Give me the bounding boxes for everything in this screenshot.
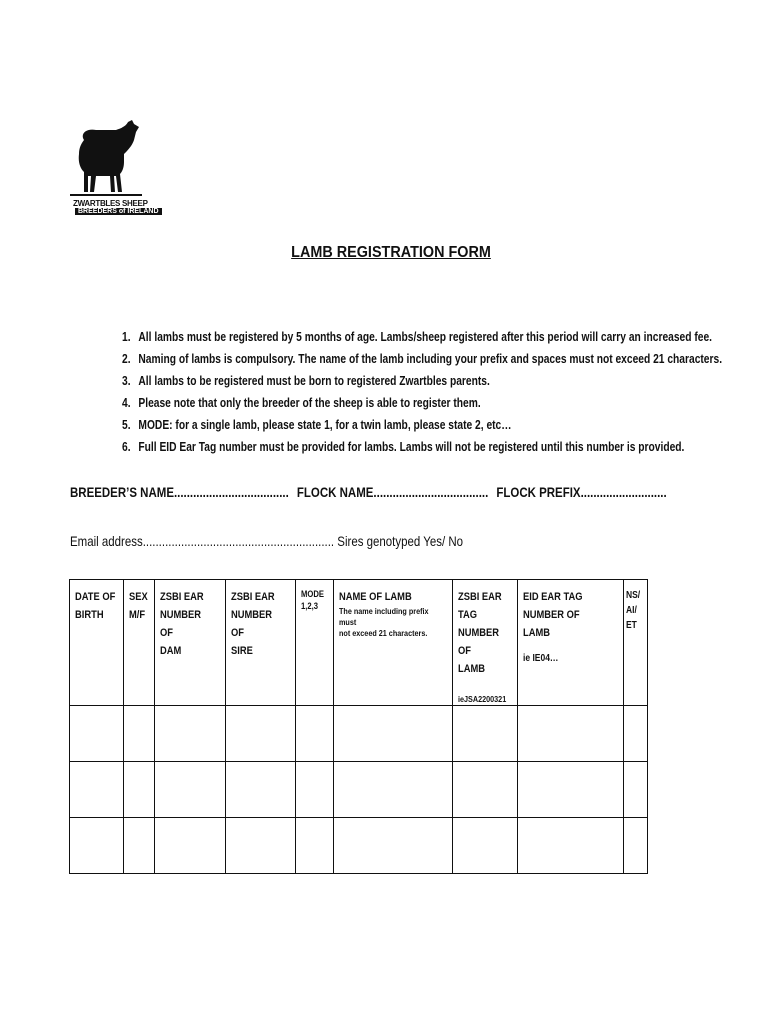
table-cell[interactable] xyxy=(70,818,124,874)
table-cell[interactable] xyxy=(296,818,334,874)
table-cell[interactable] xyxy=(226,706,296,762)
col-sire-ear-number: ZSBI EAR NUMBER OF SIRE xyxy=(226,580,296,706)
table-cell[interactable] xyxy=(624,762,648,818)
table-cell[interactable] xyxy=(226,762,296,818)
email-genotype-line[interactable]: Email address............................................................ Sires genotyped Yes/ No xyxy=(70,533,464,549)
table-cell[interactable] xyxy=(155,706,226,762)
table-cell[interactable] xyxy=(453,706,518,762)
table-cell[interactable] xyxy=(453,762,518,818)
registration-rules xyxy=(122,326,762,458)
lamb-registration-table xyxy=(69,579,648,874)
table-cell[interactable] xyxy=(624,818,648,874)
col-ns-ai-et: NS/ AI/ ET xyxy=(624,580,648,706)
table-cell[interactable] xyxy=(518,762,624,818)
table-cell[interactable] xyxy=(334,706,453,762)
table-cell[interactable] xyxy=(155,818,226,874)
col-name-of-lamb: NAME OF LAMB The name including prefix must not exceed 21 characters. xyxy=(334,580,453,706)
table-cell[interactable] xyxy=(296,706,334,762)
sheep-icon xyxy=(70,118,142,196)
rule-item: 6. Full EID Ear Tag number must be provided for lambs. Lambs will not be registered until this number is provided. xyxy=(122,440,685,454)
table-cell[interactable] xyxy=(124,818,155,874)
col-mode: MODE 1,2,3 xyxy=(296,580,334,706)
table-cell[interactable] xyxy=(155,762,226,818)
breeder-name-field[interactable]: BREEDER’S NAME.................................... xyxy=(70,484,289,500)
logo-text-top: ZWARTBLES SHEEP xyxy=(73,199,148,208)
col-date-of-birth: DATE OF BIRTH xyxy=(70,580,124,706)
rule-item: 2. Naming of lambs is compulsory. The name of the lamb including your prefix and spaces must not exceed 21 characters. xyxy=(122,352,723,366)
col-eid-ear-tag: EID EAR TAG NUMBER OF LAMB ie IE04… xyxy=(518,580,624,706)
table-cell[interactable] xyxy=(70,706,124,762)
table-cell[interactable] xyxy=(124,762,155,818)
table-cell[interactable] xyxy=(334,762,453,818)
col-lamb-ear-tag: ZSBI EAR TAG NUMBER OF LAMB ieJSA2200321 xyxy=(453,580,518,706)
table-cell[interactable] xyxy=(518,706,624,762)
table-cell[interactable] xyxy=(296,762,334,818)
col-dam-ear-number: ZSBI EAR NUMBER OF DAM xyxy=(155,580,226,706)
rule-item: 3. All lambs to be registered must be born to registered Zwartbles parents. xyxy=(122,374,490,388)
flock-name-field[interactable]: FLOCK NAME.................................... xyxy=(296,484,489,500)
table-cell[interactable] xyxy=(70,762,124,818)
rule-item: 1. All lambs must be registered by 5 months of age. Lambs/sheep registered after this period will carry an increased fee. xyxy=(122,330,713,344)
table-cell[interactable] xyxy=(124,706,155,762)
table-cell[interactable] xyxy=(624,706,648,762)
logo-text-bottom: BREEDERS of IRELAND xyxy=(75,208,162,215)
table-row xyxy=(70,818,648,874)
table-cell[interactable] xyxy=(334,818,453,874)
breed-society-logo xyxy=(70,118,150,196)
table-cell[interactable] xyxy=(518,818,624,874)
rule-item: 5. MODE: for a single lamb, please state 1, for a twin lamb, please state 2, etc… xyxy=(122,418,512,432)
table-header-row xyxy=(70,580,648,706)
col-sex: SEX M/F xyxy=(124,580,155,706)
table-cell[interactable] xyxy=(453,818,518,874)
breeder-details-line xyxy=(70,484,672,500)
form-title: LAMB REGISTRATION FORM xyxy=(291,244,491,261)
table-row xyxy=(70,762,648,818)
rule-item: 4. Please note that only the breeder of the sheep is able to register them. xyxy=(122,396,481,410)
flock-prefix-field[interactable]: FLOCK PREFIX........................... xyxy=(496,484,667,500)
table-row xyxy=(70,706,648,762)
table-cell[interactable] xyxy=(226,818,296,874)
